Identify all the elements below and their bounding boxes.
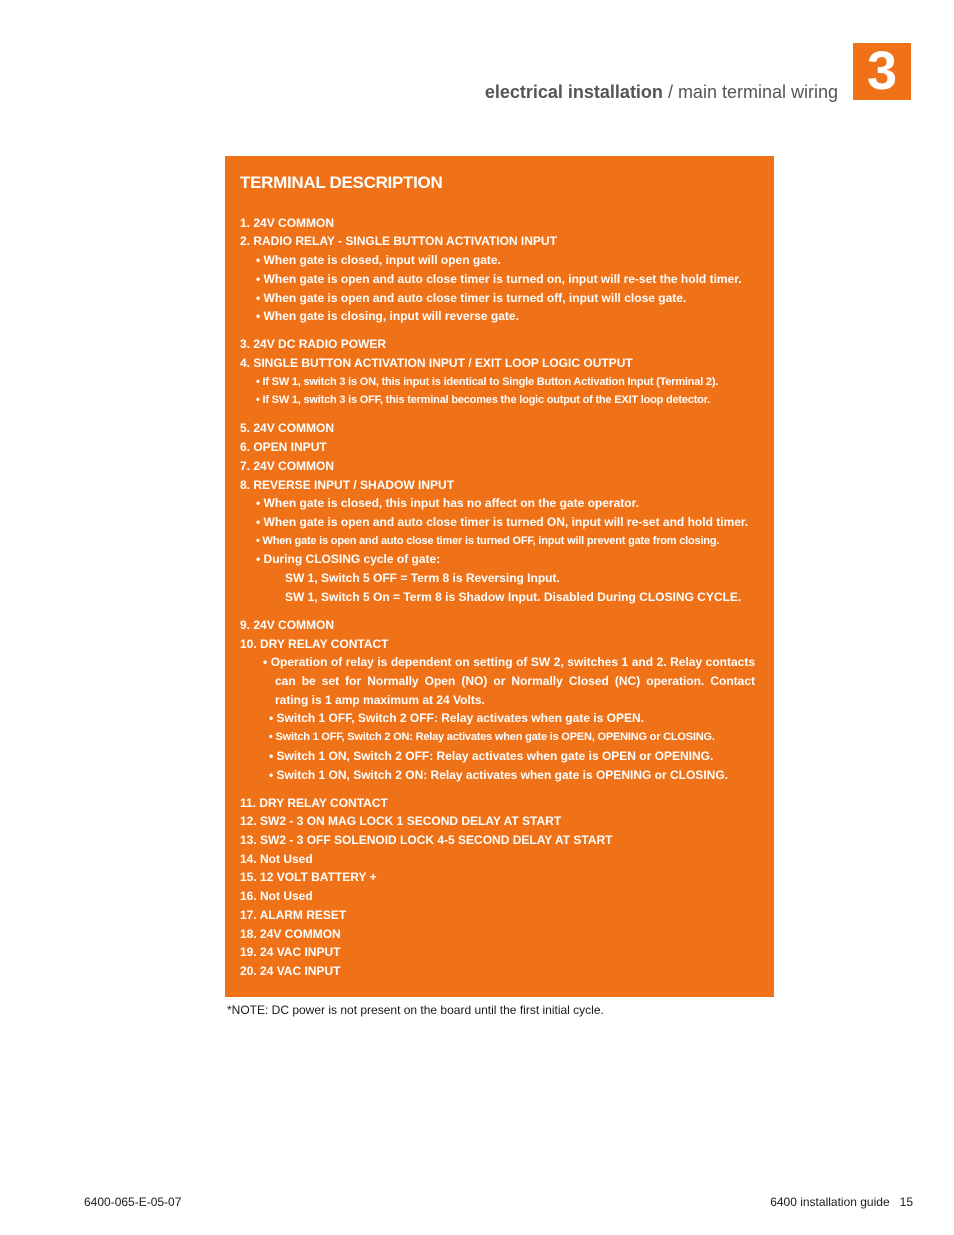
bullet-item: • When gate is closed, this input has no affect on the gate operator.	[256, 496, 639, 510]
terminal-item: 17. ALARM RESET	[240, 908, 347, 922]
bullet-item: • If SW 1, switch 3 is OFF, this terminal becomes the logic output of the EXIT loop detector.	[256, 394, 711, 406]
terminal-item: 18. 24V COMMON	[240, 927, 341, 941]
terminal-item: 19. 24 VAC INPUT	[240, 945, 341, 959]
guide-title: 6400 installation guide	[770, 1195, 890, 1209]
terminal-item: 4. SINGLE BUTTON ACTIVATION INPUT / EXIT LOOP LOGIC OUTPUT	[240, 356, 633, 370]
terminal-item: 10. DRY RELAY CONTACT	[240, 637, 389, 651]
terminal-item: 9. 24V COMMON	[240, 618, 335, 632]
terminal-item: 15. 12 VOLT BATTERY +	[240, 870, 377, 884]
bullet-continuation: can be set for Normally Open (NO) or Normally Closed (NC) operation. Contact	[275, 674, 755, 688]
bullet-item: • During CLOSING cycle of gate:	[256, 552, 441, 566]
terminal-item: 1. 24V COMMON	[240, 216, 335, 230]
document-id: 6400-065-E-05-07	[84, 1195, 182, 1209]
bullet-item: • Operation of relay is dependent on setting of SW 2, switches 1 and 2. Relay contacts	[263, 655, 755, 669]
sub-item: SW 1, Switch 5 On = Term 8 is Shadow Input. Disabled During CLOSING CYCLE.	[285, 590, 742, 604]
terminal-item: 20. 24 VAC INPUT	[240, 964, 341, 978]
terminal-item: 14. Not Used	[240, 852, 313, 866]
chapter-number-badge: 3	[853, 43, 911, 100]
bullet-item: • When gate is open and auto close timer is turned OFF, input will prevent gate from closing.	[256, 535, 720, 547]
terminal-item: 3. 24V DC RADIO POWER	[240, 337, 387, 351]
bullet-item: • If SW 1, switch 3 is ON, this input is identical to Single Button Activation Input (Terminal 2).	[256, 376, 719, 388]
bullet-item: • Switch 1 OFF, Switch 2 ON: Relay activates when gate is OPEN, OPENING or CLOSING.	[269, 731, 715, 743]
bullet-item: • Switch 1 ON, Switch 2 ON: Relay activates when gate is OPENING or CLOSING.	[269, 768, 728, 782]
section-title: electrical installation	[484, 82, 663, 102]
terminal-item: 13. SW2 - 3 OFF SOLENOID LOCK 4-5 SECOND DELAY AT START	[240, 833, 613, 847]
terminal-item: 7. 24V COMMON	[240, 459, 335, 473]
terminal-item: 12. SW2 - 3 ON MAG LOCK 1 SECOND DELAY AT START	[240, 814, 562, 828]
bullet-item: • When gate is closing, input will reverse gate.	[256, 309, 519, 323]
sub-item: SW 1, Switch 5 OFF = Term 8 is Reversing Input.	[285, 571, 560, 585]
bullet-item: • When gate is closed, input will open gate.	[256, 253, 501, 267]
bullet-item: • Switch 1 ON, Switch 2 OFF: Relay activates when gate is OPEN or OPENING.	[269, 749, 714, 763]
bullet-item: • Switch 1 OFF, Switch 2 OFF: Relay activates when gate is OPEN.	[269, 711, 644, 725]
terminal-item: 16. Not Used	[240, 889, 313, 903]
terminal-item: 2. RADIO RELAY - SINGLE BUTTON ACTIVATION INPUT	[240, 234, 557, 248]
page-header-title	[485, 82, 838, 103]
terminal-item: 5. 24V COMMON	[240, 421, 335, 435]
page-number: 15	[899, 1195, 913, 1209]
terminal-item: 6. OPEN INPUT	[240, 440, 327, 454]
bullet-item: • When gate is open and auto close timer is turned ON, input will re-set and hold timer.	[256, 515, 749, 529]
page-footer	[770, 1195, 913, 1209]
bullet-item: • When gate is open and auto close timer is turned off, input will close gate.	[256, 291, 687, 305]
footnote: *NOTE: DC power is not present on the board until the first initial cycle.	[227, 1003, 604, 1017]
subsection-title: / main terminal wiring	[662, 82, 838, 102]
terminal-item: 8. REVERSE INPUT / SHADOW INPUT	[240, 478, 455, 492]
bullet-item: • When gate is open and auto close timer is turned on, input will re-set the hold timer.	[256, 272, 742, 286]
terminal-item: 11. DRY RELAY CONTACT	[240, 796, 388, 810]
terminal-description-panel	[225, 156, 774, 997]
panel-title: TERMINAL DESCRIPTION	[240, 173, 443, 192]
bullet-continuation: rating is 1 amp maximum at 24 Volts.	[275, 693, 485, 707]
